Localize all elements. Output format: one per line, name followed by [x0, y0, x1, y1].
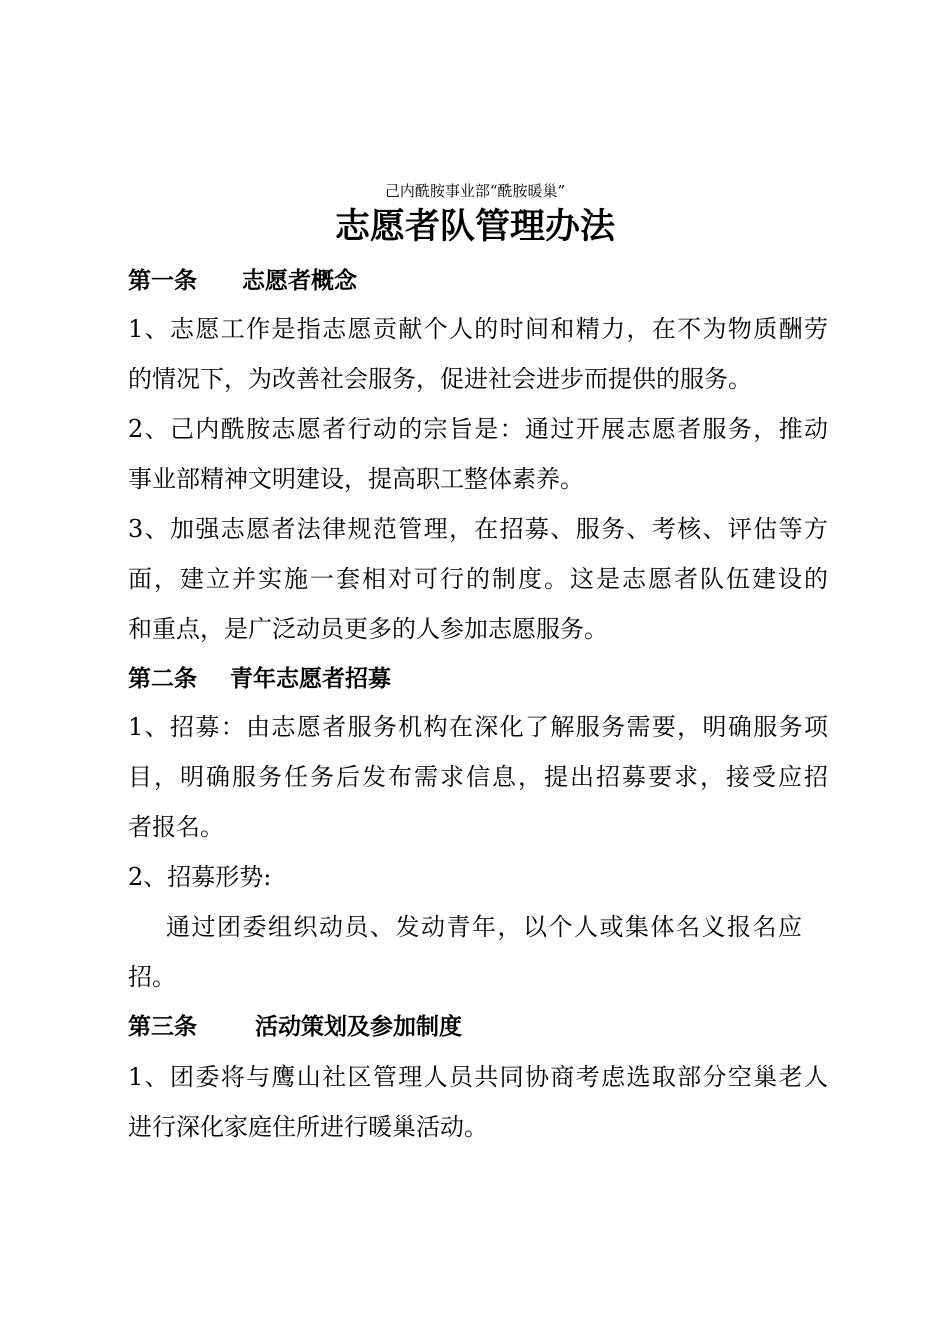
paragraph-line: 面，建立并实施一套相对可行的制度。这是志愿者队伍建设的 — [128, 565, 828, 593]
section-title: 志愿者概念 — [242, 268, 357, 294]
paragraph-line: 招。 — [128, 963, 176, 991]
section-number: 第二条 — [128, 666, 197, 692]
section-title: 活动策划及参加制度 — [255, 1014, 462, 1040]
section-number: 第三条 — [128, 1014, 197, 1040]
document-subtitle: 己内酰胺事业部“酰胺暖巢” — [384, 182, 566, 200]
document-title: 志愿者队管理办法 — [334, 207, 615, 247]
paragraph-line: 2、招募形势: — [128, 863, 272, 891]
paragraph-line: 2、己内酰胺志愿者行动的宗旨是：通过开展志愿者服务，推动 — [128, 415, 828, 443]
paragraph-line: 事业部精神文明建设，提高职工整体素养。 — [128, 465, 584, 493]
section-heading-2 — [128, 661, 391, 697]
section-title: 青年志愿者招募 — [230, 666, 391, 692]
section-heading-3 — [128, 1009, 462, 1045]
paragraph-line: 3、加强志愿者法律规范管理，在招募、服务、考核、评估等方 — [128, 515, 828, 543]
paragraph-line: 进行深化家庭住所进行暖巢活动。 — [128, 1113, 488, 1141]
paragraph-line: 的情况下，为改善社会服务，促进社会进步而提供的服务。 — [128, 365, 752, 393]
paragraph-line: 和重点，是广泛动员更多的人参加志愿服务。 — [128, 615, 608, 643]
paragraph-line: 1、招募：由志愿者服务机构在深化了解服务需要，明确服务项 — [128, 713, 828, 741]
section-heading-1 — [128, 263, 357, 299]
paragraph-line: 者报名。 — [128, 813, 224, 841]
paragraph-line: 1、团委将与鹰山社区管理人员共同协商考虑选取部分空巢老人 — [128, 1063, 828, 1091]
section-number: 第一条 — [128, 268, 197, 294]
paragraph-line: 通过团委组织动员、发动青年，以个人或集体名义报名应 — [166, 913, 802, 941]
paragraph-line: 目，明确服务任务后发布需求信息，提出招募要求，接受应招 — [128, 763, 828, 791]
paragraph-line: 1、志愿工作是指志愿贡献个人的时间和精力，在不为物质酬劳 — [128, 315, 828, 343]
